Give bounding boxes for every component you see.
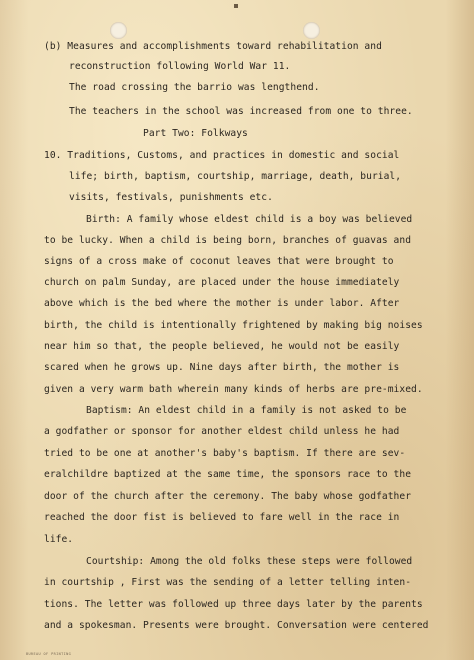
text-line: life; birth, baptism, courtship, marriage, death, burial, xyxy=(69,171,402,182)
text-line: church on palm Sunday, are placed under the house immediately xyxy=(44,277,400,288)
text-line: reached the door fist is believed to fare well in the race in xyxy=(44,512,400,523)
text-line: Courtship: Among the old folks these steps were followed xyxy=(86,556,413,567)
page-mark xyxy=(234,4,238,8)
punch-hole-left xyxy=(110,22,127,39)
text-line: 10. Traditions, Customs, and practices in domestic and social xyxy=(44,150,400,161)
text-line: The teachers in the school was increased from one to three. xyxy=(69,106,413,117)
text-line: door of the church after the ceremony. The baby whose godfather xyxy=(44,491,412,502)
text-line: reconstruction following World War 11. xyxy=(69,61,291,72)
text-line: Baptism: An eldest child in a family is not asked to be xyxy=(86,405,407,416)
text-line: signs of a cross make of coconut leaves that were brought to xyxy=(44,256,394,267)
text-line: above which is the bed where the mother is under labor. After xyxy=(44,298,400,309)
text-line: in courtship , First was the sending of a letter telling inten- xyxy=(44,577,412,588)
text-line: tions. The letter was followed up three days later by the parents xyxy=(44,599,423,610)
text-line: Birth: A family whose eldest child is a boy was believed xyxy=(86,214,413,225)
text-line: tried to be one at another's baby's baptism. If there are sev- xyxy=(44,448,406,459)
section-heading: Part Two: Folkways xyxy=(143,128,248,139)
text-line: eralchildre baptized at the same time, the sponsors race to the xyxy=(44,469,412,480)
text-line: birth, the child is intentionally frightened by making big noises xyxy=(44,320,423,331)
printer-imprint: BUREAU OF PRINTING xyxy=(26,652,72,656)
text-line: given a very warm bath wherein many kinds of herbs are pre-mixed. xyxy=(44,384,423,395)
text-line: and a spokesman. Presents were brought. Conversation were centered xyxy=(44,620,429,631)
punch-hole-right xyxy=(303,22,320,39)
text-line: a godfather or sponsor for another eldest child unless he had xyxy=(44,426,400,437)
text-line: scared when he grows up. Nine days after birth, the mother is xyxy=(44,362,400,373)
text-line: (b) Measures and accomplishments toward rehabilitation and xyxy=(44,41,382,52)
text-line: to be lucky. When a child is being born, branches of guavas and xyxy=(44,235,412,246)
text-line: life. xyxy=(44,534,74,545)
text-line: The road crossing the barrio was lengthend. xyxy=(69,82,320,93)
text-line: visits, festivals, punishments etc. xyxy=(69,192,273,203)
text-line: near him so that, the people believed, he would not be easily xyxy=(44,341,400,352)
